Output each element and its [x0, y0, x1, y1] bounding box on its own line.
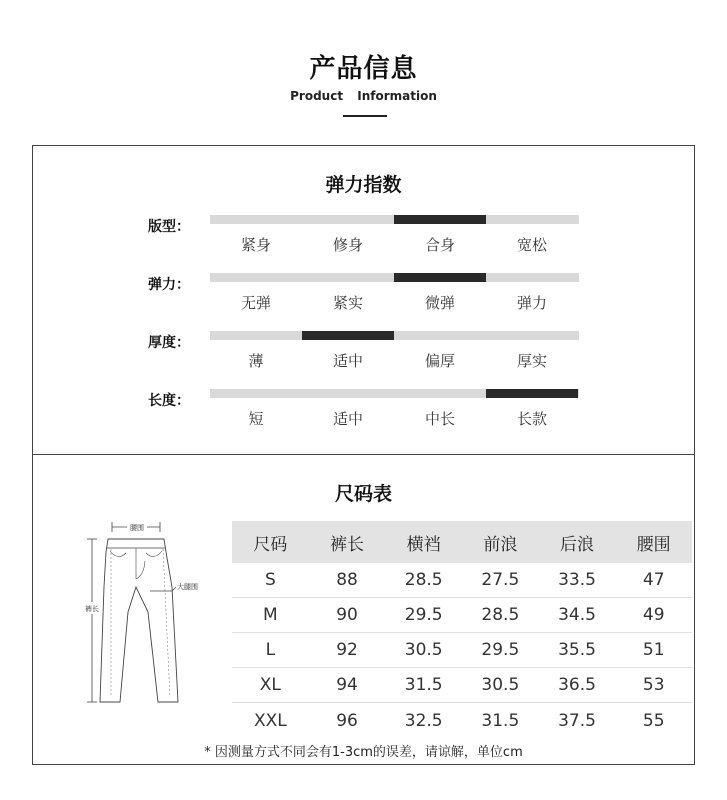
table-row [232, 563, 692, 598]
table-cell: 35.5 [558, 640, 596, 660]
page-subtitle: Product Information [290, 89, 437, 103]
attr-label: 版型： [148, 219, 190, 235]
table-cell: 37.5 [558, 710, 596, 731]
attr-option: 紧身 [240, 236, 271, 254]
attr-option: 修身 [332, 236, 363, 254]
table-cell: 90 [336, 605, 358, 625]
attr-label: 长度： [148, 393, 190, 409]
size-chart-panel [32, 454, 695, 765]
attr-scale-marker [302, 331, 394, 340]
attr-option: 无弹 [240, 294, 271, 312]
table-cell: 32.5 [404, 710, 443, 731]
attr-option: 适中 [332, 352, 363, 370]
header-divider [343, 115, 387, 117]
table-cell: 30.5 [481, 675, 520, 695]
column-header: 后浪 [560, 534, 595, 555]
measurement-note: * 因测量方式不同会有1-3cm的误差，请谅解，单位cm [204, 745, 523, 760]
waist-label: 腰围 [130, 524, 144, 532]
table-row [232, 703, 692, 738]
table-cell: 30.5 [404, 640, 443, 660]
attr-scale-bar [210, 331, 579, 340]
size-chart-title: 尺码表 [334, 483, 392, 505]
table-cell: 55 [642, 710, 665, 731]
attr-option: 紧实 [332, 294, 363, 312]
column-header: 横裆 [406, 534, 441, 555]
table-row [232, 668, 692, 703]
attr-option: 偏厚 [424, 352, 455, 370]
table-cell: 28.5 [481, 605, 520, 625]
table-cell: 53 [642, 675, 665, 695]
attr-scale-marker [394, 215, 486, 224]
table-cell: 33.5 [558, 570, 596, 590]
attr-option: 宽松 [516, 236, 547, 254]
table-cell: XXL [253, 710, 287, 731]
thigh-label: 大腿围 [177, 583, 198, 591]
table-cell: 88 [336, 570, 358, 590]
column-header: 尺码 [253, 534, 288, 555]
column-header: 前浪 [483, 534, 518, 555]
table-cell: 47 [642, 570, 665, 590]
attr-option: 微弹 [424, 294, 455, 312]
table-cell: 92 [336, 640, 358, 660]
table-row [232, 633, 692, 668]
attr-option: 合身 [424, 236, 455, 254]
elasticity-title: 弹力指数 [325, 174, 402, 196]
table-cell: 29.5 [404, 605, 443, 625]
pants-diagram [78, 517, 208, 727]
attr-label: 厚度： [148, 335, 190, 351]
table-cell: 31.5 [404, 675, 443, 695]
table-cell: L [265, 640, 276, 660]
size-table [232, 521, 692, 738]
table-cell: 51 [642, 640, 665, 660]
table-cell: 94 [336, 675, 358, 695]
table-cell: 28.5 [404, 570, 443, 590]
attr-scale-bar [210, 215, 579, 224]
table-cell: 29.5 [481, 640, 520, 660]
table-cell: S [264, 570, 276, 590]
attr-option: 适中 [332, 410, 363, 428]
table-cell: M [263, 605, 278, 625]
table-cell: XL [259, 675, 281, 695]
column-header: 裤长 [330, 534, 364, 555]
page-title: 产品信息 [309, 54, 418, 84]
attr-label: 弹力： [148, 277, 190, 293]
length-label: 裤长 [85, 605, 99, 613]
attr-option: 厚实 [516, 352, 547, 370]
attr-scale-bar [210, 389, 579, 398]
attr-option: 弹力 [516, 294, 547, 312]
table-cell: 27.5 [481, 570, 520, 590]
attr-scale-marker [394, 273, 486, 282]
attr-option: 中长 [424, 410, 455, 428]
table-cell: 96 [336, 710, 358, 731]
attr-scale-marker [486, 389, 578, 398]
table-cell: 49 [642, 605, 665, 625]
column-header: 腰围 [636, 534, 671, 555]
size-table-header [232, 521, 692, 563]
table-cell: 31.5 [481, 710, 520, 731]
elasticity-panel [32, 145, 695, 455]
table-cell: 34.5 [558, 605, 596, 625]
attr-option: 长款 [516, 410, 547, 428]
attr-option: 短 [248, 410, 264, 428]
attr-scale-bar [210, 273, 579, 282]
table-row [232, 598, 692, 633]
attr-option: 薄 [248, 352, 264, 370]
table-cell: 36.5 [558, 675, 596, 695]
